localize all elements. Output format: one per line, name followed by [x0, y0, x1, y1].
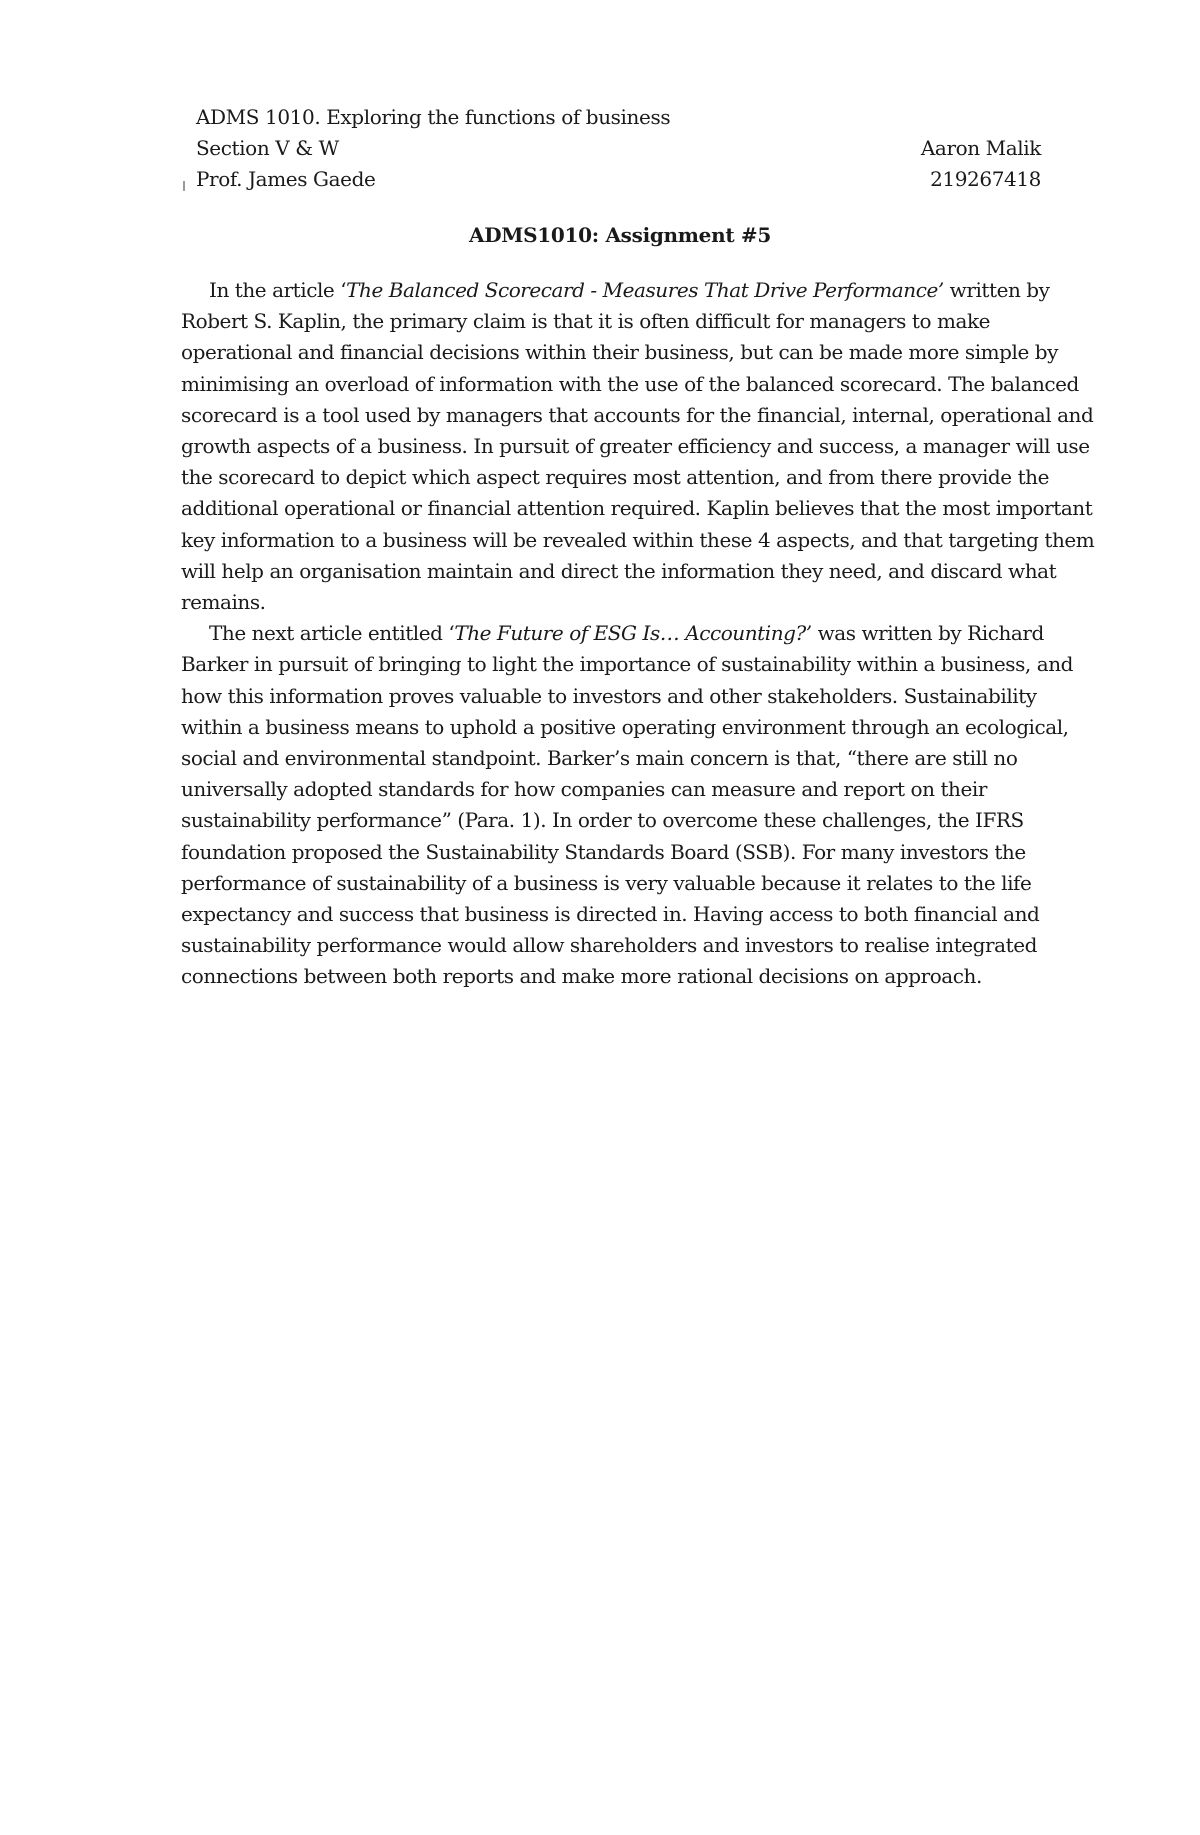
paragraph-line: sustainability performance would allow shareholders and investors to realise integrated	[181, 933, 1037, 958]
paragraph-line: remains.	[181, 590, 266, 615]
paragraph-line: minimising an overload of information with the use of the balanced scorecard. The balanced	[181, 371, 1079, 396]
paragraph-line	[181, 618, 1063, 649]
paragraph-2	[181, 618, 1073, 992]
article-title-future-of-esg: The Future of ESG Is… Accounting?’	[454, 621, 812, 646]
paragraph-line: will help an organisation maintain and direct the information they need, and discard what	[181, 558, 1057, 583]
paragraph-line: scorecard is a tool used by managers that accounts for the financial, internal, operational and	[181, 402, 1094, 427]
paragraph-line: sustainability performance” (Para. 1). In order to overcome these challenges, the IFRS	[181, 808, 1024, 833]
paragraph-line: additional operational or financial attention required. Kaplin believes that the most important	[181, 496, 1093, 521]
paragraph-line: within a business means to uphold a positive operating environment through an ecological,	[181, 714, 1069, 739]
paragraph-line: key information to a business will be revealed within these 4 aspects, and that targeting them	[181, 527, 1095, 552]
paragraph-line: growth aspects of a business. In pursuit of greater efficiency and success, a manager will use	[181, 434, 1090, 459]
paragraph-line: Barker in pursuit of bringing to light the importance of sustainability within a business, and	[181, 652, 1073, 677]
section-label: Section V & W	[196, 136, 339, 160]
paragraph-line: universally adopted standards for how companies can measure and report on their	[181, 777, 987, 802]
course-title: ADMS 1010. Exploring the functions of business	[196, 105, 671, 129]
paragraph-line: expectancy and success that business is directed in. Having access to both financial and	[181, 902, 1040, 927]
paragraph-line: how this information proves valuable to investors and other stakeholders. Sustainability	[181, 683, 1037, 708]
paragraph-1	[181, 275, 1095, 618]
text-fragment: was written by Richard	[811, 621, 1044, 646]
paragraph-line: performance of sustainability of a business is very valuable because it relates to the life	[181, 870, 1032, 895]
paragraph-line	[181, 275, 1063, 306]
text-fragment: The next article entitled ‘	[209, 621, 455, 646]
article-title-balanced-scorecard: The Balanced Scorecard - Measures That Drive Performance’	[346, 278, 944, 302]
paragraph-line: social and environmental standpoint. Barker’s main concern is that, “there are still no	[181, 746, 1018, 771]
text-fragment: In the article ‘	[209, 278, 347, 302]
margin-mark	[183, 181, 185, 191]
student-id: 219267418	[930, 167, 1041, 191]
paragraph-line: the scorecard to depict which aspect requires most attention, and from there provide the	[181, 465, 1049, 490]
paragraph-line: connections between both reports and make more rational decisions on approach.	[181, 964, 982, 989]
paragraph-line: Robert S. Kaplin, the primary claim is that it is often difficult for managers to make	[181, 309, 991, 334]
text-fragment: written by	[943, 278, 1050, 302]
assignment-title: ADMS1010: Assignment #5	[468, 223, 772, 247]
student-name: Aaron Malik	[920, 136, 1041, 160]
assignment-body	[181, 275, 1095, 993]
paragraph-line: foundation proposed the Sustainability Standards Board (SSB). For many investors the	[181, 839, 1026, 864]
professor-name: Prof. James Gaede	[196, 167, 376, 191]
paragraph-line: operational and financial decisions within their business, but can be made more simple by	[181, 340, 1058, 365]
